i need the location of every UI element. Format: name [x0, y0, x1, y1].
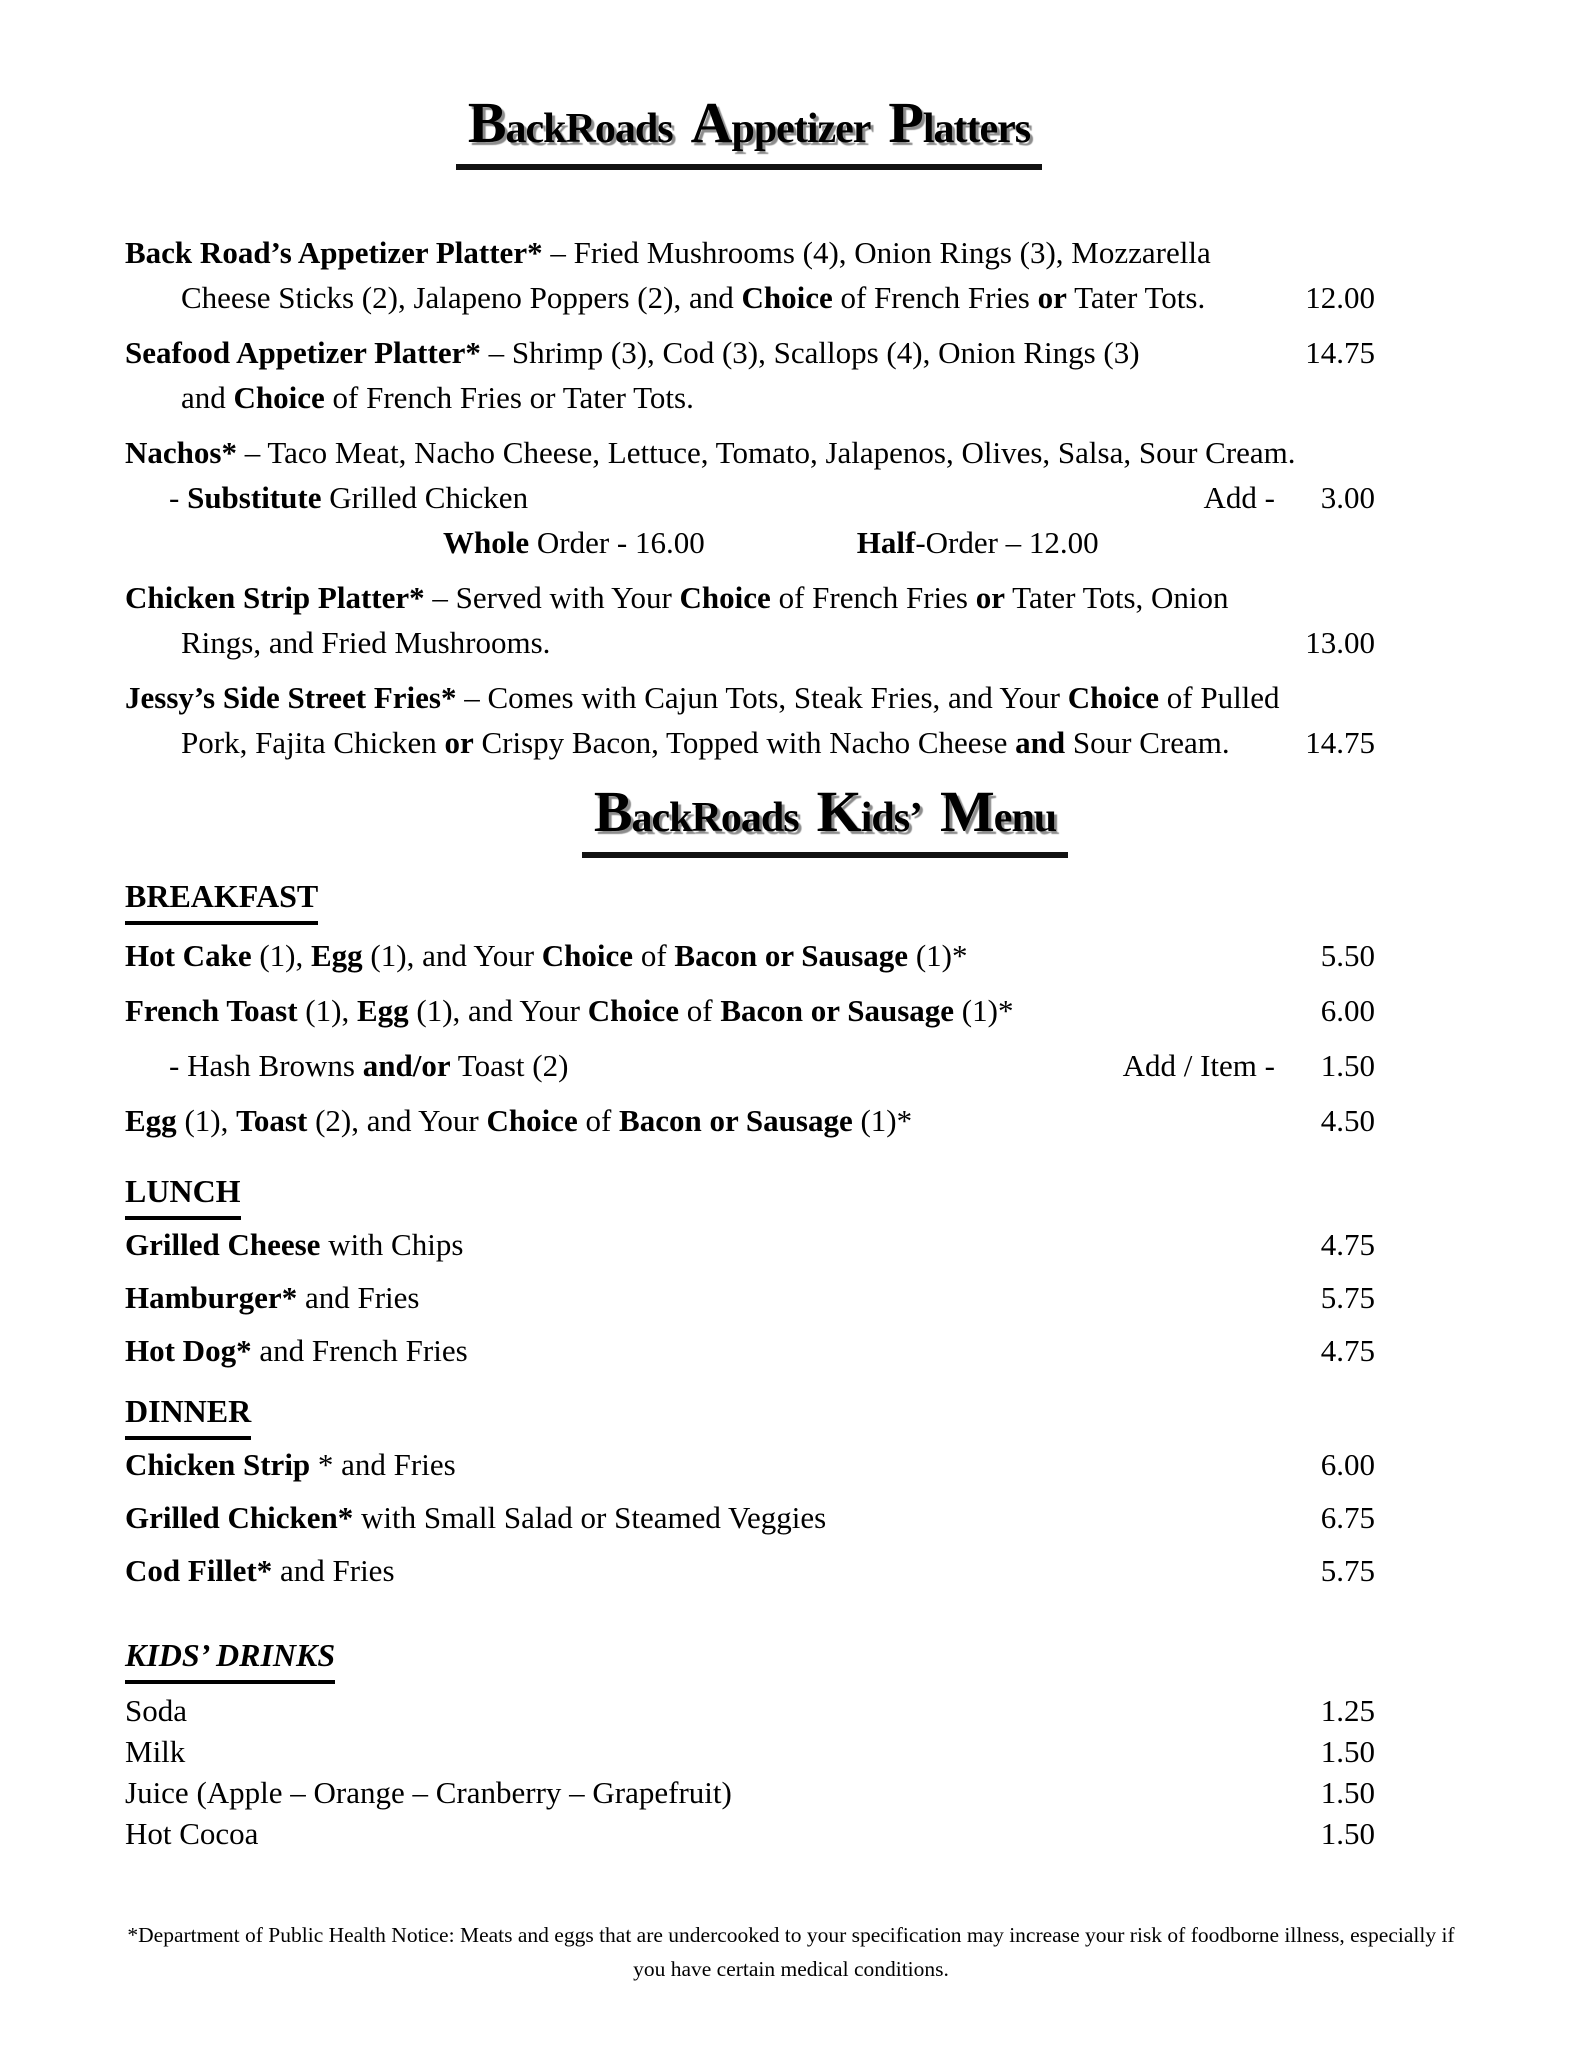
item-text: and Choice of French Fries or Tater Tots. — [181, 379, 694, 415]
item-text: - Substitute Grilled Chicken — [169, 479, 529, 515]
item-price: 14.75 — [1305, 724, 1375, 760]
appetizer-title-underline — [456, 90, 1042, 170]
item-text: - Hash Browns and/or Toast (2) — [169, 1048, 569, 1084]
title-word: BackRoads — [467, 90, 673, 155]
kids-menu-title — [34, 779, 1582, 859]
menu-item-row — [125, 1098, 1375, 1143]
title-word: Kids’ — [816, 778, 923, 844]
item-price: 4.75 — [1320, 1333, 1375, 1369]
menu-item-row — [125, 1275, 1375, 1320]
section-heading-lunch: LUNCH — [125, 1169, 1375, 1220]
item-text: Pork, Fajita Chicken or Crispy Bacon, Topped with Nacho Cheese and Sour Cream. — [181, 724, 1230, 760]
menu-item-row — [125, 1442, 1375, 1487]
item-price: 4.50 — [1320, 1103, 1375, 1139]
menu-item-row — [125, 230, 1375, 275]
item-text: Grilled Cheese with Chips — [125, 1227, 464, 1263]
item-text: French Toast (1), Egg (1), and Your Choice of Bacon or Sausage (1)* — [125, 993, 1014, 1029]
item-price: 1.50 — [1320, 1048, 1375, 1084]
item-price: 6.00 — [1320, 1447, 1375, 1483]
item-text: Seafood Appetizer Platter* – Shrimp (3), Cod (3), Scallops (4), Onion Rings (3) — [125, 334, 1140, 370]
menu-item-row — [125, 1328, 1375, 1373]
menu-item-row — [125, 1043, 1375, 1088]
menu-item-row — [125, 1772, 1375, 1813]
menu-item-row — [125, 1813, 1375, 1854]
item-price: 14.75 — [1305, 334, 1375, 370]
kids-title-underline — [582, 779, 1068, 859]
menu-item-row — [125, 475, 1375, 520]
menu-item-row — [125, 1495, 1375, 1540]
item-price: 6.75 — [1320, 1500, 1375, 1536]
appetizer-platters-title — [0, 90, 1540, 170]
item-text: Back Road’s Appetizer Platter* – Fried Mushrooms (4), Onion Rings (3), Mozzarella — [125, 234, 1211, 270]
title-word: Appetizer — [690, 90, 871, 155]
item-text: Soda — [125, 1693, 187, 1729]
section-heading-dinner: DINNER — [125, 1389, 1375, 1440]
menu-item-row — [125, 988, 1375, 1033]
appetizers-section — [125, 230, 1375, 765]
menu-item-row — [125, 375, 1375, 420]
item-price: 12.00 — [1305, 279, 1375, 315]
item-price: 1.50 — [1320, 1734, 1375, 1770]
lunch-section — [125, 1169, 1375, 1373]
item-text: Jessy’s Side Street Fries* – Comes with Cajun Tots, Steak Fries, and Your Choice of Pulled — [125, 679, 1280, 715]
price-label: Add - — [1203, 479, 1275, 515]
item-price: 1.50 — [1320, 1775, 1375, 1811]
section-heading-breakfast: BREAKFAST — [125, 874, 1375, 925]
menu-item-row — [125, 620, 1375, 665]
item-text: Nachos* – Taco Meat, Nacho Cheese, Lettuce, Tomato, Jalapenos, Olives, Salsa, Sour Cream. — [125, 434, 1296, 470]
dinner-section — [125, 1389, 1375, 1593]
item-text: Hot Cocoa — [125, 1816, 259, 1852]
menu-item-row — [125, 675, 1375, 720]
item-price-group — [1204, 475, 1375, 520]
item-price: 1.50 — [1320, 1816, 1375, 1852]
section-heading-kids-drinks: KIDS’ DRINKS — [125, 1633, 1375, 1684]
title-word: Menu — [940, 778, 1057, 844]
menu-item-row — [125, 1548, 1375, 1593]
menu-item-row — [125, 1731, 1375, 1772]
kids-drinks-section — [125, 1633, 1375, 1854]
breakfast-section — [125, 874, 1375, 1143]
item-price: 3.00 — [1320, 479, 1375, 515]
title-word: BackRoads — [593, 778, 799, 844]
menu-item-row — [125, 575, 1375, 620]
item-price-group — [1123, 1043, 1375, 1088]
item-price: 13.00 — [1305, 624, 1375, 660]
menu-item-row — [125, 330, 1375, 375]
item-text: Hamburger* and Fries — [125, 1280, 420, 1316]
menu-item-row — [125, 430, 1375, 475]
title-word: Platters — [888, 90, 1031, 155]
item-text: Egg (1), Toast (2), and Your Choice of Bacon or Sausage (1)* — [125, 1103, 913, 1139]
item-text: Cod Fillet* and Fries — [125, 1553, 395, 1589]
menu-item-row — [125, 1222, 1375, 1267]
item-text: Hot Cake (1), Egg (1), and Your Choice of Bacon or Sausage (1)* — [125, 938, 968, 974]
item-price: 5.75 — [1320, 1553, 1375, 1589]
item-text: Milk — [125, 1734, 186, 1770]
item-price: 5.50 — [1320, 938, 1375, 974]
health-notice: *Department of Public Health Notice: Meats and eggs that are undercooked to your specification may increase your risk of foodborne illness, especially if you have certain medical conditions. — [127, 1923, 1455, 1982]
menu-item-row — [125, 933, 1375, 978]
item-text: Chicken Strip * and Fries — [125, 1447, 456, 1483]
item-text: Juice (Apple – Orange – Cranberry – Grapefruit) — [125, 1775, 732, 1811]
item-text: Grilled Chicken* with Small Salad or Steamed Veggies — [125, 1500, 827, 1536]
item-price: 4.75 — [1320, 1227, 1375, 1263]
menu-item-row — [125, 1690, 1375, 1731]
half-order-option: Half-Order – 12.00 — [856, 524, 1099, 560]
item-price: 6.00 — [1320, 993, 1375, 1029]
item-text: Hot Dog* and French Fries — [125, 1333, 468, 1369]
item-price: 1.25 — [1320, 1693, 1375, 1729]
menu-item-row — [125, 275, 1375, 320]
price-label: Add / Item - — [1122, 1048, 1275, 1084]
item-price: 5.75 — [1320, 1280, 1375, 1316]
menu-item-row — [125, 720, 1375, 765]
whole-order-option: Whole Order - 16.00 — [443, 524, 705, 560]
item-text: Rings, and Fried Mushrooms. — [181, 624, 551, 660]
order-options-row — [125, 520, 1375, 565]
item-text: Cheese Sticks (2), Jalapeno Poppers (2), and Choice of French Fries or Tater Tots. — [181, 279, 1206, 315]
item-text: Chicken Strip Platter* – Served with Your Choice of French Fries or Tater Tots, Onion — [125, 579, 1229, 615]
